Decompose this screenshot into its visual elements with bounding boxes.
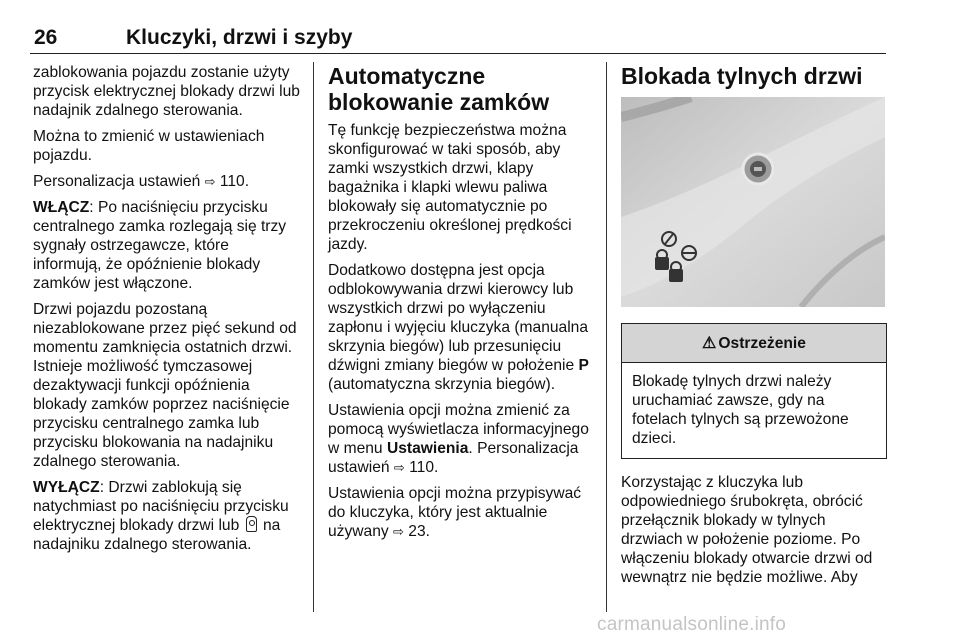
paragraph: Można to zmienić w ustawieniach pojazdu. — [33, 128, 265, 164]
header-rule — [30, 53, 886, 54]
paragraph — [33, 478, 301, 554]
paragraph-text: Dodatkowo dostępna jest opcja odblokowywania drzwi kierowcy lub wszystkich drzwi po wyłączeniu zapłonu i wyjęciu kluczyka (manualna skrzynia biegów) lub przesunięciu dźwigni zmiany biegów w położenie — [328, 262, 589, 374]
page-header — [30, 26, 886, 50]
paragraph — [328, 401, 593, 477]
paragraph-text: Ustawienia opcji można przypisywać do kluczyka, który jest aktualnie używany — [328, 485, 582, 540]
gear-position-term: P — [578, 357, 589, 374]
paragraph — [33, 198, 301, 293]
warning-text: Blokadę tylnych drzwi należy uruchamiać zawsze, gdy na fotelach tylnych są przewożone dzieci. — [632, 373, 849, 447]
reference-arrow-icon: ⇨ — [204, 174, 216, 189]
paragraph-text: Ustawienia opcji można zmienić za pomocą wyświetlacza informacyjnego w menu — [328, 402, 589, 457]
paragraph: Tę funkcję bezpieczeństwa można skonfigurować w taki sposób, aby zamki wszystkich drzwi, klapy bagażnika i klapki wlewu paliwa blokowały się automatycznie po przekroczeniu określonej prędkości jazdy. — [328, 122, 572, 253]
reference-arrow-icon: ⇨ — [393, 524, 404, 539]
column-divider-1 — [313, 62, 314, 612]
warning-title: Ostrzeżenie — [718, 334, 806, 352]
warning-header — [622, 324, 886, 363]
paragraph — [328, 484, 593, 541]
paragraph: zablokowania pojazdu zostanie użyty przycisk elektrycznej blokady drzwi lub nadajnik zdalnego sterowania. — [33, 64, 300, 119]
paragraph: Korzystając z kluczyka lub odpowiedniego śrubokręta, obrócić przełącznik blokady w tylnych drzwiach w położenie poziome. Po włączeniu blokady otwarcie drzwi od wewnątrz nie będzie możliwe. Aby — [621, 474, 873, 586]
watermark: carmanualsonline.info — [597, 614, 787, 635]
menu-term: Ustawienia — [386, 440, 469, 457]
page-title: Kluczyki, drzwi i szyby — [126, 26, 353, 49]
reference-arrow-icon: ⇨ — [393, 460, 405, 475]
warning-triangle-icon: ⚠ — [702, 334, 717, 352]
warning-box — [621, 323, 887, 459]
option-term: WYŁĄCZ — [33, 479, 100, 496]
page-number: 26 — [34, 26, 58, 49]
column-2 — [328, 63, 593, 548]
page-reference-link[interactable]: 23. — [408, 523, 430, 540]
paragraph-text: (automatyczna skrzynia biegów). — [328, 376, 556, 393]
paragraph-text: na nadajniku zdalnego sterowania. — [33, 517, 281, 553]
paragraph-text: Personalizacja ustawień — [33, 173, 205, 190]
column-1 — [33, 63, 301, 561]
paragraph — [33, 172, 301, 191]
paragraph — [328, 261, 593, 394]
key-fob-icon — [246, 516, 257, 532]
paragraph-text: . Personalizacja ustawień — [328, 440, 579, 476]
option-term: WŁĄCZ — [33, 199, 90, 216]
page-reference-link[interactable]: 110. — [219, 173, 250, 190]
paragraph: Drzwi pojazdu pozostaną niezablokowane przez pięć sekund od momentu zamknięcia ostatnich drzwi. Istnieje możliwość tymczasowej dezaktywacji funkcji opóźnienia blokady zamków poprzez naciśnięcie przycisku centralnego zamka lub przycisku blokowania na nadajniku zdalnego sterowania. — [33, 301, 297, 470]
column-3 — [621, 63, 887, 594]
column-divider-2 — [606, 62, 607, 612]
section-heading: Blokada tylnych drzwi — [621, 63, 863, 89]
page-reference-link[interactable]: 110. — [409, 459, 439, 476]
child-lock-photo — [621, 97, 885, 307]
paragraph-text: : Drzwi zablokują się natychmiast po naciśnięciu przycisku elektrycznej blokady drzwi lub — [33, 479, 289, 534]
paragraph-text: : Po naciśnięciu przycisku centralnego zamka rozlegają się trzy sygnały ostrzegawcze, które informują, że opóźnienie blokady zamków jest włączone. — [33, 199, 287, 292]
section-heading: Automatyczne blokowanie zamków — [328, 63, 550, 115]
